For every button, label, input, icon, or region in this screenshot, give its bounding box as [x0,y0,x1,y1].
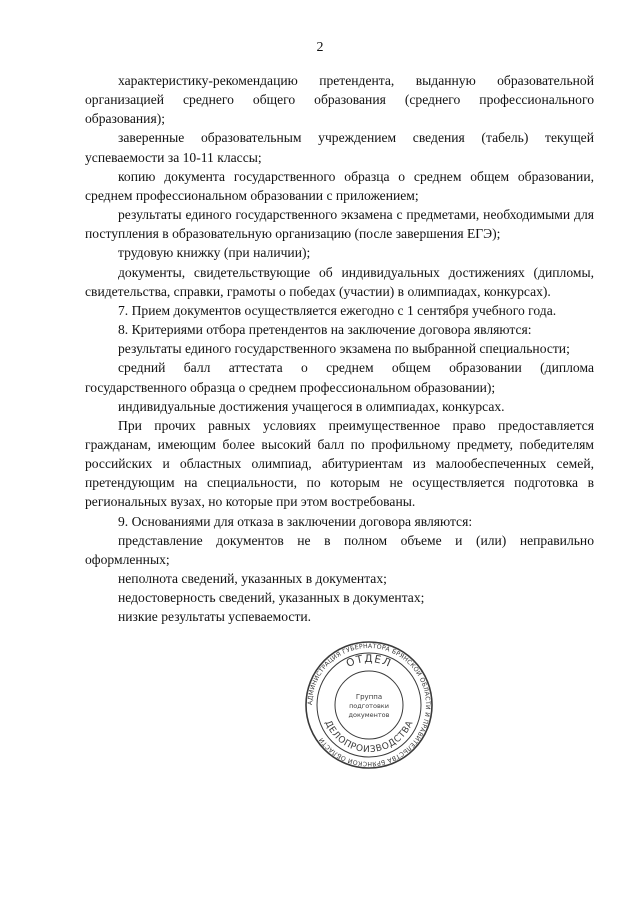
paragraph: документы, свидетельствующие об индивидуальных достижениях (дипломы, свидетельства, справки, грамоты о победах (участии) в олимпиадах, конкурсах). [85,264,594,299]
paragraph: неполнота сведений, указанных в документах; [118,571,387,587]
stamp-center-line: подготовки [349,702,389,710]
paragraph: представление документов не в полном объеме и (или) неправильно оформленных; [85,532,594,567]
paragraph: результаты единого государственного экзамена по выбранной специальности; [118,341,570,357]
paragraph: низкие результаты успеваемости. [118,609,312,625]
paragraph: 8. Критериями отбора претендентов на заключение договора являются: [118,322,532,338]
stamp-ring-bottom-text: ДЕЛОПРОИЗВОДСТВА [322,719,416,756]
paragraph: При прочих равных условиях преимущественное право предоставляется гражданам, имеющим более высокий балл по профильному предмету, победителям российских и областных олимпиад, абитуриентам из малообеспеченных семей, претендующим на специальности, по которым не осуществляется подготовка в региональных вузах, но которые при этом востребованы. [85,417,594,510]
stamp-outer-text: АДМИНИСТРАЦИЯ ГУБЕРНАТОРА БРЯНСКОЙ ОБЛАСТИ И ПРАВИТЕЛЬСТВА БРЯНСКОЙ ОБЛАСТИ [306,642,432,768]
paragraph: 9. Основаниями для отказа в заключении договора являются: [118,513,473,529]
paragraph: недостоверность сведений, указанных в документах; [118,590,425,606]
paragraph: копию документа государственного образца о среднем общем образовании, среднем профессиональном образовании с приложением; [85,168,594,203]
paragraph: результаты единого государственного экзамена с предметами, необходимыми для поступления в образовательную организацию (после завершения ЕГЭ); [85,207,594,242]
page-number: 2 [316,40,324,55]
paragraph: заверенные образовательным учреждением сведения (табель) текущей успеваемости за 10-11 классы; [85,130,594,165]
paragraph: индивидуальные достижения учащегося в олимпиадах, конкурсах. [118,398,505,414]
document-body [85,71,594,627]
stamp-ring-top-text: ОТДЕЛ [344,652,394,670]
stamp-center-line: Группа [355,693,383,701]
paragraph: характеристику-рекомендацию претендента, выданную образовательной организацией среднего общего образования (среднего профессионального образования); [85,73,594,127]
stamp-center-line: документов [348,711,390,719]
paragraph: трудовую книжку (при наличии); [118,245,311,261]
paragraph: 7. Прием документов осуществляется ежегодно с 1 сентября учебного года. [118,302,557,318]
office-stamp-seal [304,640,434,770]
paragraph: средний балл аттестата о среднем общем образовании (диплома государственного образца о среднем профессиональном образовании); [85,360,594,395]
